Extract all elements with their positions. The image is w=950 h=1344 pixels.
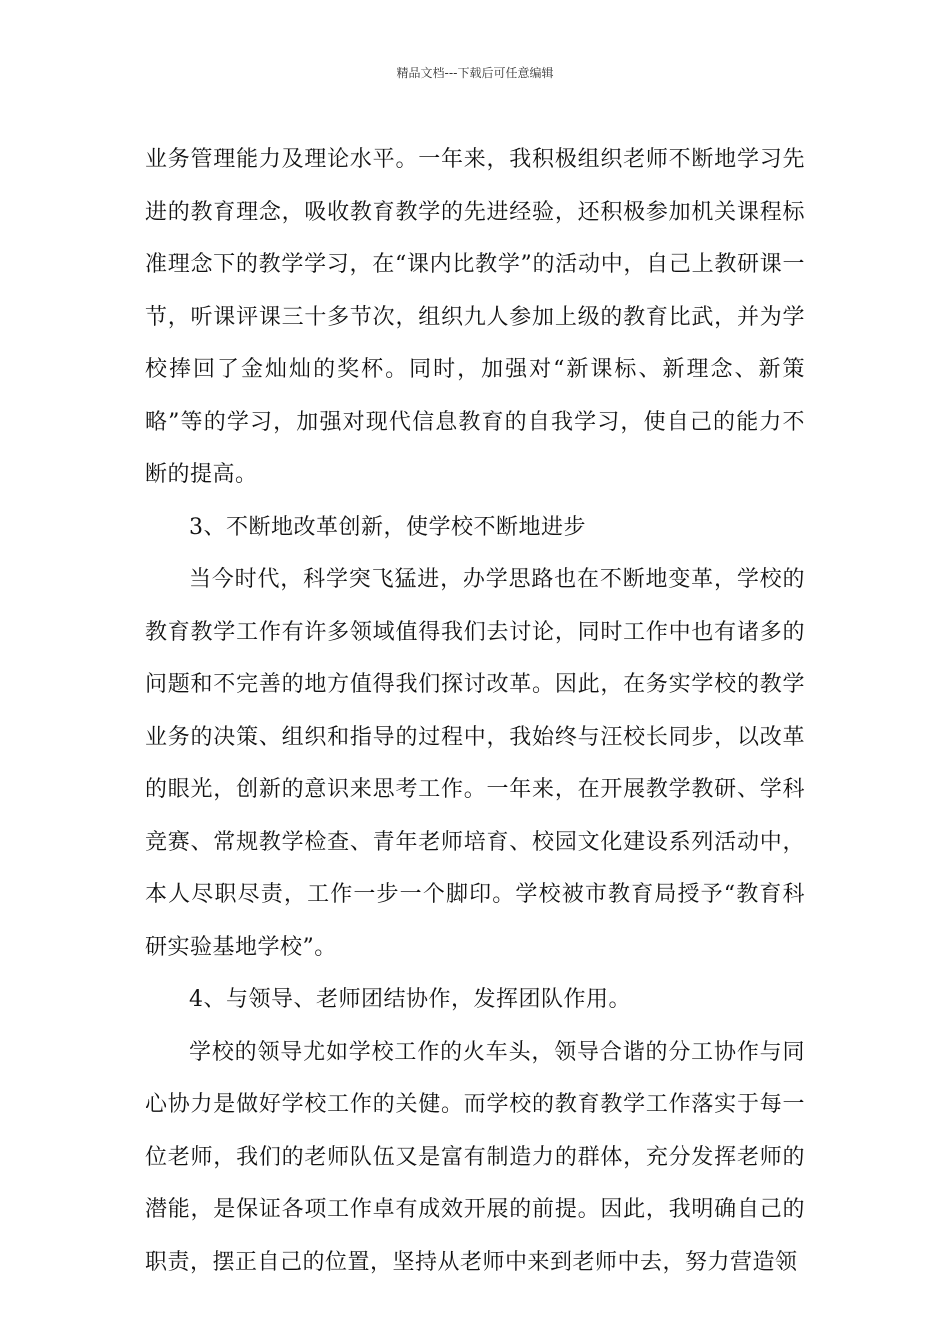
section-heading-3: 3、不断地改革创新，使学校不断地进步 xyxy=(189,514,586,540)
section-heading-4: 4、与领导、老师团结协作，发挥团队作用。 xyxy=(189,987,631,1012)
page-header: 精品文档---下载后可任意编辑 xyxy=(396,66,554,80)
document-body xyxy=(145,134,805,1289)
paragraph-3: 学校的领导尤如学校工作的火车头，领导合谐的分工协作与同心协力是做好学校工作的关健。而学校的教育教学工作落实于每一位老师，我们的老师队伍又是富有制造力的群体，充分发挥老师的潜能，是保证各项工作卓有成效开展的前提。因此，我明确自己的职责，摆正自己的位置，坚持从老师中来到老师中去，努力营造领 xyxy=(145,1039,805,1275)
paragraph-2: 当今时代，科学突飞猛进，办学思路也在不断地变革，学校的教育教学工作有许多领域值得我们去讨论，同时工作中也有诸多的问题和不完善的地方值得我们探讨改革。因此，在务实学校的教学业务的决策、组织和指导的过程中，我始终与汪校长同步，以改革的眼光，创新的意识来思考工作。一年来，在开展教学教研、学科竞赛、常规教学检查、青年老师培育、校园文化建设系列活动中，本人尽职尽责，工作一步一个脚印。学校被市教育局授予“教育科研实验基地学校”。 xyxy=(145,567,805,960)
paragraph-1: 业务管理能力及理论水平。一年来，我积极组织老师不断地学习先进的教育理念，吸收教育教学的先进经验，还积极参加机关课程标准理念下的教学学习，在“课内比教学”的活动中，自己上教研课一节，听课评课三十多节次，组织九人参加上级的教育比武，并为学校捧回了金灿灿的奖杯。同时，加强对“新课标、新理念、新策略”等的学习，加强对现代信息教育的自我学习，使自己的能力不断的提高。 xyxy=(145,147,805,487)
